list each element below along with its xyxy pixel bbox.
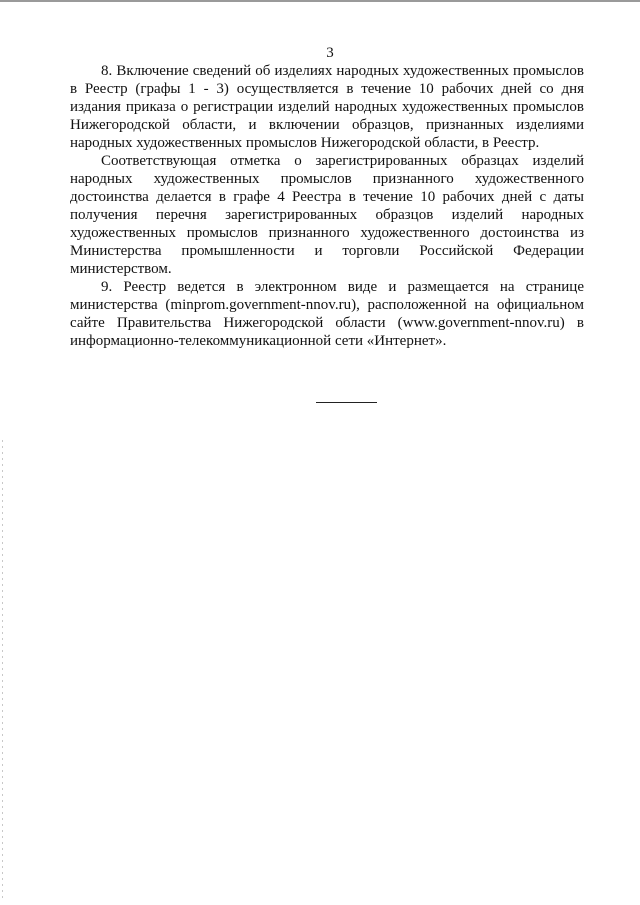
end-separator-line	[316, 402, 377, 403]
scan-top-edge	[0, 0, 640, 2]
paragraph-mark-note: Соответствующая отметка о зарегистрированных образцах изделий народных художественных промыслов признанного художественного достоинства делается в графе 4 Реестра в течение 10 рабочих дней с даты получения перечня зарегистрированных образцов изделий народных художественных промыслов признанного художественного достоинства из Министерства промышленности и торговли Российской Федерации министерством.	[70, 153, 584, 277]
scan-left-edge	[2, 440, 3, 900]
page-number: 3	[326, 45, 334, 61]
paragraph-item-9: 9. Реестр ведется в электронном виде и размещается на странице министерства (minprom.government-nnov.ru), расположенной на официальном сайте Правительства Нижегородской области (www.government-nnov.ru) в информационно-телекоммуникационной сети «Интернет».	[70, 279, 584, 349]
paragraph-item-8: 8. Включение сведений об изделиях народных художественных промыслов в Реестр (графы 1 - 3) осуществляется в течение 10 рабочих дней со дня издания приказа о регистрации изделий народных художественных промыслов Нижегородской области, и включении образцов, признанных изделиями народных художественных промыслов Нижегородской области, в Реестр.	[70, 63, 584, 151]
document-body	[70, 62, 584, 350]
